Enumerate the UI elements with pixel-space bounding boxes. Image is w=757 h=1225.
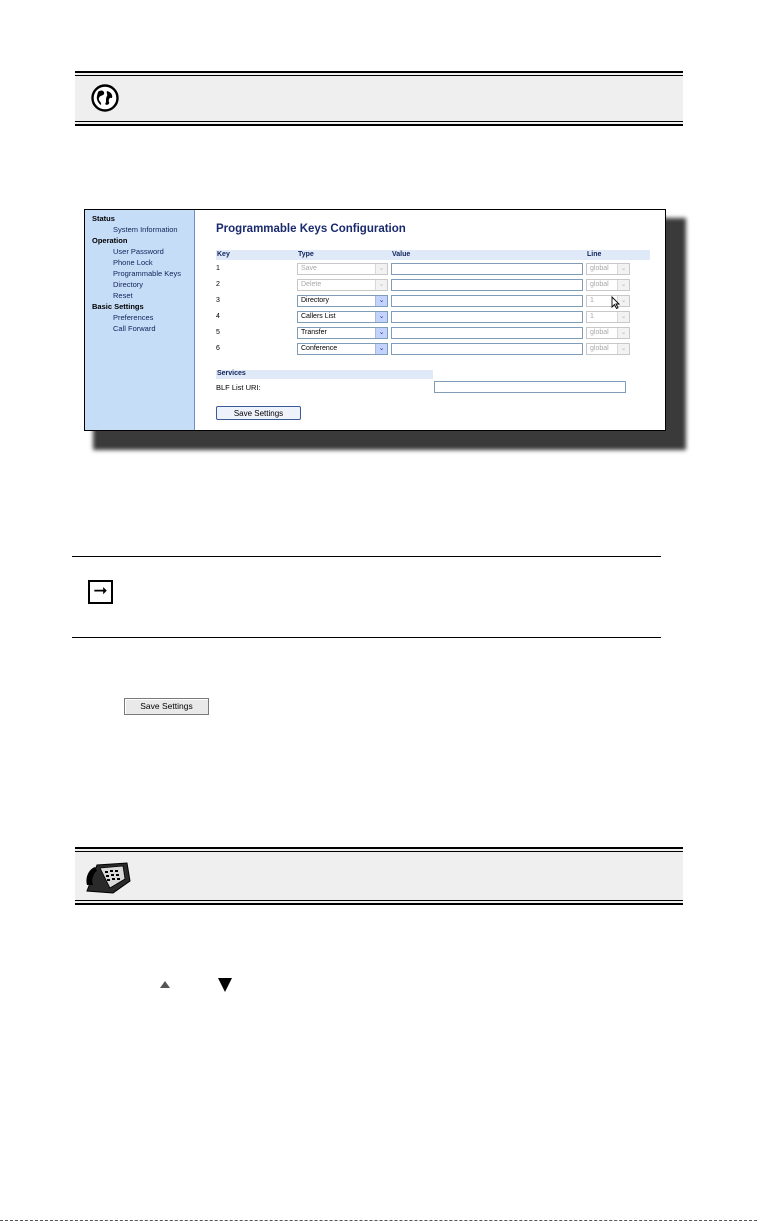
line-select: 1 ⌄ [586, 311, 630, 323]
sidebar-item-directory[interactable]: Directory [113, 280, 144, 289]
line-select: global ⌄ [586, 263, 630, 275]
table-row [216, 343, 650, 357]
chevron-down-icon: ⌄ [375, 312, 387, 322]
mouse-pointer-icon [611, 296, 620, 309]
key-number: 2 [216, 281, 220, 288]
line-select: 1 ⌄ [586, 295, 630, 307]
chevron-down-icon: ⌄ [617, 312, 629, 322]
web-ui-banner [75, 71, 683, 126]
value-input[interactable] [391, 327, 583, 339]
sidebar-header-basic-settings: Basic Settings [92, 302, 144, 311]
key-number: 5 [216, 329, 220, 336]
table-row [216, 311, 650, 325]
column-line: Line [587, 251, 602, 258]
line-select: global ⌄ [586, 343, 630, 355]
save-settings-button-image: Save Settings [124, 698, 209, 715]
sidebar-item-preferences[interactable]: Preferences [113, 313, 154, 322]
table-row [216, 263, 650, 277]
value-input[interactable] [391, 343, 583, 355]
web-ui-main [196, 210, 665, 430]
chevron-down-icon: ⌄ [617, 280, 629, 290]
table-header [216, 250, 650, 260]
chevron-down-icon: ⌄ [375, 280, 387, 290]
type-select: Save ⌄ [297, 263, 388, 275]
line-select: global ⌄ [586, 279, 630, 291]
type-select: Delete ⌄ [297, 279, 388, 291]
sidebar-item-user-password[interactable]: User Password [113, 247, 164, 256]
sidebar-item-system-information[interactable]: System Information [113, 225, 178, 234]
services-header [216, 370, 433, 379]
phone-ui-banner [75, 847, 683, 905]
ip-phone-icon [83, 855, 133, 897]
web-ui-screenshot [84, 209, 666, 431]
chevron-down-icon: ⌄ [617, 296, 629, 306]
value-input[interactable] [391, 311, 583, 323]
table-row [216, 295, 650, 309]
line-select: global ⌄ [586, 327, 630, 339]
sidebar-header-status: Status [92, 214, 115, 223]
chevron-down-icon: ⌄ [617, 328, 629, 338]
key-number: 1 [216, 265, 220, 272]
type-select[interactable]: Conference ⌄ [297, 343, 388, 355]
sidebar-item-reset[interactable]: Reset [113, 291, 133, 300]
aastra-web-ui-icon [90, 83, 120, 113]
column-key: Key [217, 251, 230, 258]
page-title: Programmable Keys Configuration [216, 223, 406, 235]
key-number: 4 [216, 313, 220, 320]
chevron-down-icon: ⌄ [375, 344, 387, 354]
web-ui-sidebar [85, 210, 195, 430]
save-settings-button[interactable]: Save Settings [216, 406, 301, 420]
chevron-down-icon: ⌄ [375, 296, 387, 306]
chevron-down-icon: ⌄ [375, 328, 387, 338]
down-arrow-key-icon [218, 978, 232, 992]
note-bottom-rule [72, 637, 661, 638]
note-top-rule [72, 556, 661, 557]
chevron-down-icon: ⌄ [617, 264, 629, 274]
value-input[interactable] [391, 295, 583, 307]
type-select[interactable]: Transfer ⌄ [297, 327, 388, 339]
sidebar-item-programmable-keys[interactable]: Programmable Keys [113, 269, 181, 278]
blf-list-uri-input[interactable] [434, 381, 626, 393]
value-input[interactable] [391, 279, 583, 291]
type-select[interactable]: Callers List ⌄ [297, 311, 388, 323]
services-label: Services [217, 370, 246, 377]
chevron-down-icon: ⌄ [375, 264, 387, 274]
column-value: Value [392, 251, 411, 258]
sidebar-item-call-forward[interactable]: Call Forward [113, 324, 156, 333]
column-type: Type [298, 251, 314, 258]
type-select[interactable]: Directory ⌄ [297, 295, 388, 307]
value-input[interactable] [391, 263, 583, 275]
key-number: 6 [216, 345, 220, 352]
right-arrow-note-icon: ➞ [88, 580, 113, 604]
table-row [216, 279, 650, 293]
chevron-down-icon: ⌄ [617, 344, 629, 354]
up-arrow-key-icon [160, 981, 170, 988]
blf-list-uri-label: BLF List URI: [216, 383, 261, 392]
key-number: 3 [216, 297, 220, 304]
sidebar-header-operation: Operation [92, 236, 128, 245]
table-row [216, 327, 650, 341]
sidebar-item-phone-lock[interactable]: Phone Lock [113, 258, 153, 267]
page-edge-rule [0, 1220, 757, 1222]
